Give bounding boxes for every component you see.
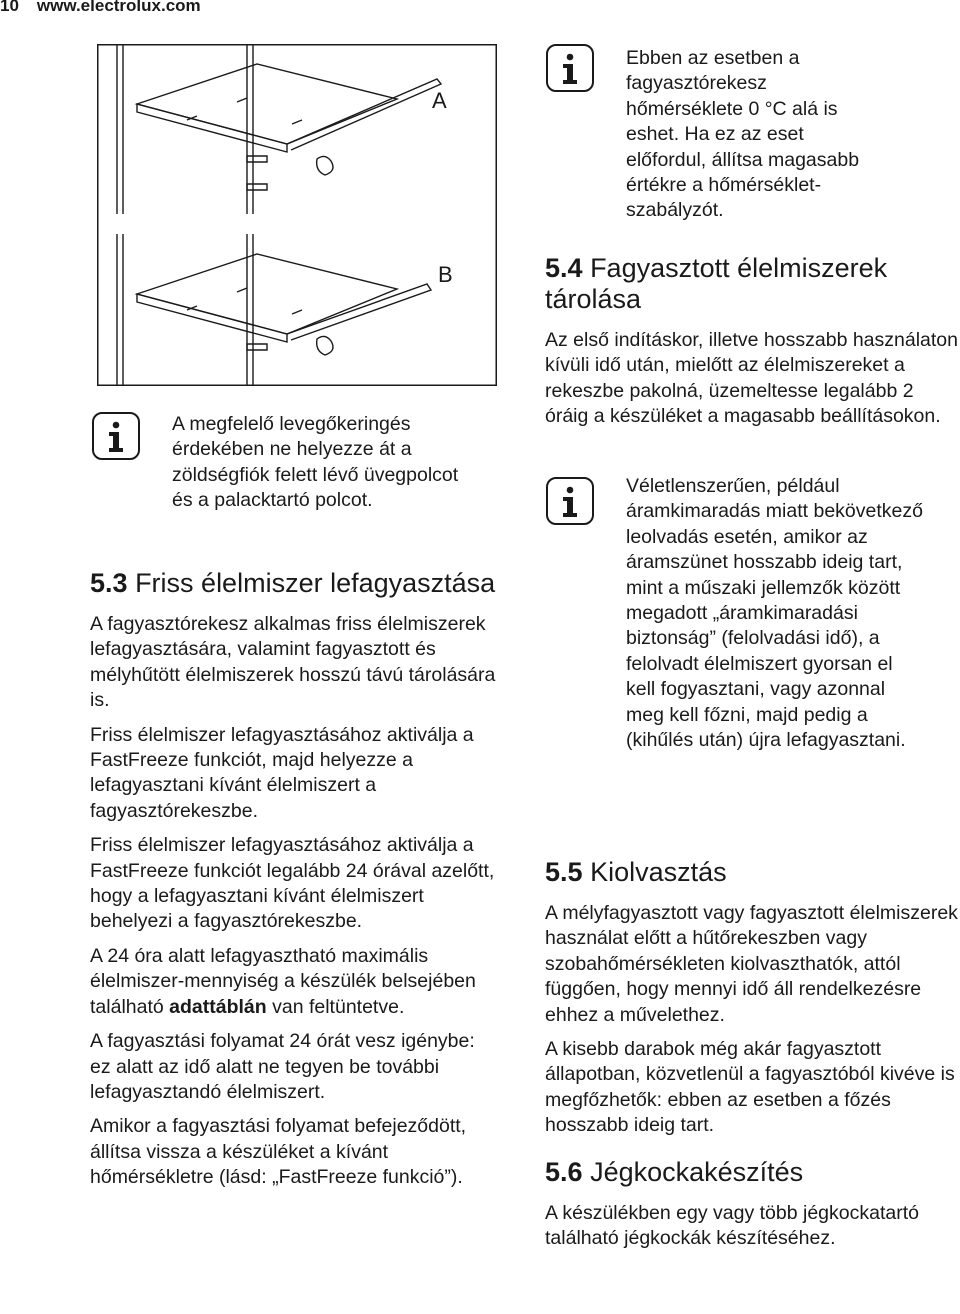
right-info-note-2: Véletlenszerűen, például áramkimaradás miatt bekövetkező leolvadás esetén, amikor az áramszünet hosszabb ideig tart, mint a műszaki jellemzők között megadott „áramkimaradási biztonság” (felolvadási idő), a felolvadt élelmiszert gyorsan el kell fogyasztani, vagy azonnal meg kell főzni, majd pedig a (kihűlés után) újra lefagyasztani. [626, 475, 923, 752]
info-icon [92, 412, 140, 460]
section-5-6-heading: 5.6 Jégkockakészítés [545, 1156, 804, 1187]
paragraph: Amikor a fagyasztási folyamat befejeződött, állítsa vissza a készüléket a kívánt hőmérsékletre (lásd: „FastFreeze funkció”). [90, 1115, 467, 1189]
paragraph: A fagyasztórekesz alkalmas friss élelmiszerek lefagyasztására, valamint fagyasztott és mélyhűtött élelmiszerek hosszú távú tárolására is. [90, 613, 496, 712]
label-b: B [438, 262, 453, 287]
page-number: 10 [0, 0, 19, 15]
paragraph: A fagyasztási folyamat 24 órát vesz igénybe: ez alatt az idő alatt ne tegyen be további lefagyasztandó élelmiszert. [90, 1030, 475, 1103]
left-info-note: A megfelelő levegőkeringés érdekében ne helyezze át a zöldségfiók felett lévő üvegpolcot és a palacktartó polcot. [172, 413, 459, 512]
bold-term: adattáblán [169, 995, 267, 1018]
site-url: www.electrolux.com [36, 0, 201, 15]
info-icon [546, 44, 594, 92]
paragraph: A kisebb darabok még akár fagyasztott állapotban, közvetlenül a fagyasztóból kivéve is megfőzhetők: ebben az esetben a főzés hosszabb ideig tart. [545, 1038, 955, 1137]
section-5-3-heading: 5.3 Friss élelmiszer lefagyasztása [90, 568, 496, 598]
section-5-4 [545, 253, 960, 430]
paragraph: A 24 óra alatt lefagyasztható maximális élelmiszer-mennyiség a készülék belsejében található adattáblán van feltüntetve. [90, 944, 476, 1018]
page-header [0, 0, 201, 16]
paragraph: Az első indításkor, illetve hosszabb használaton kívüli idő után, mielőtt az élelmiszereket a rekeszbe pakolná, üzemeltesse legalább 2 óráig a készüléket a magasabb beállításokon. [545, 329, 958, 428]
label-a: A [432, 88, 447, 113]
paragraph: Friss élelmiszer lefagyasztásához aktiválja a FastFreeze funkciót, majd helyezze a lefagyasztani kívánt élelmiszert a fagyasztórekeszbe. [90, 723, 474, 822]
paragraph: A készülékben egy vagy több jégkockatartó található jégkockák készítéséhez. [545, 1201, 919, 1250]
left-column-body [90, 568, 500, 1191]
shelf-illustration [97, 44, 497, 386]
section-5-5 [545, 857, 960, 1251]
info-icon [546, 477, 594, 525]
section-5-5-heading: 5.5 Kiolvasztás [545, 857, 727, 887]
right-info-note-1: Ebben az esetben a fagyasztórekesz hőmérséklete 0 °C alá is eshet. Ha ez az eset előfordul, állítsa magasabb értékre a hőmérséklet-szabályzót. [626, 47, 860, 222]
paragraph: Friss élelmiszer lefagyasztásához aktiválja a FastFreeze funkciót legalább 24 órával azelőtt, hogy a lefagyasztani kívánt élelmiszert behelyezi a fagyasztórekeszbe. [90, 834, 495, 933]
section-5-4-heading: 5.4 Fagyasztott élelmiszerek tárolása [545, 253, 888, 314]
paragraph: A mélyfagyasztott vagy fagyasztott élelmiszerek használat előtt a hűtőrekeszben vagy szobahőmérsékleten kiolvaszthatók, attól függően, hogy mennyi idő áll rendelkezésre ehhez a művelethez. [545, 902, 958, 1026]
